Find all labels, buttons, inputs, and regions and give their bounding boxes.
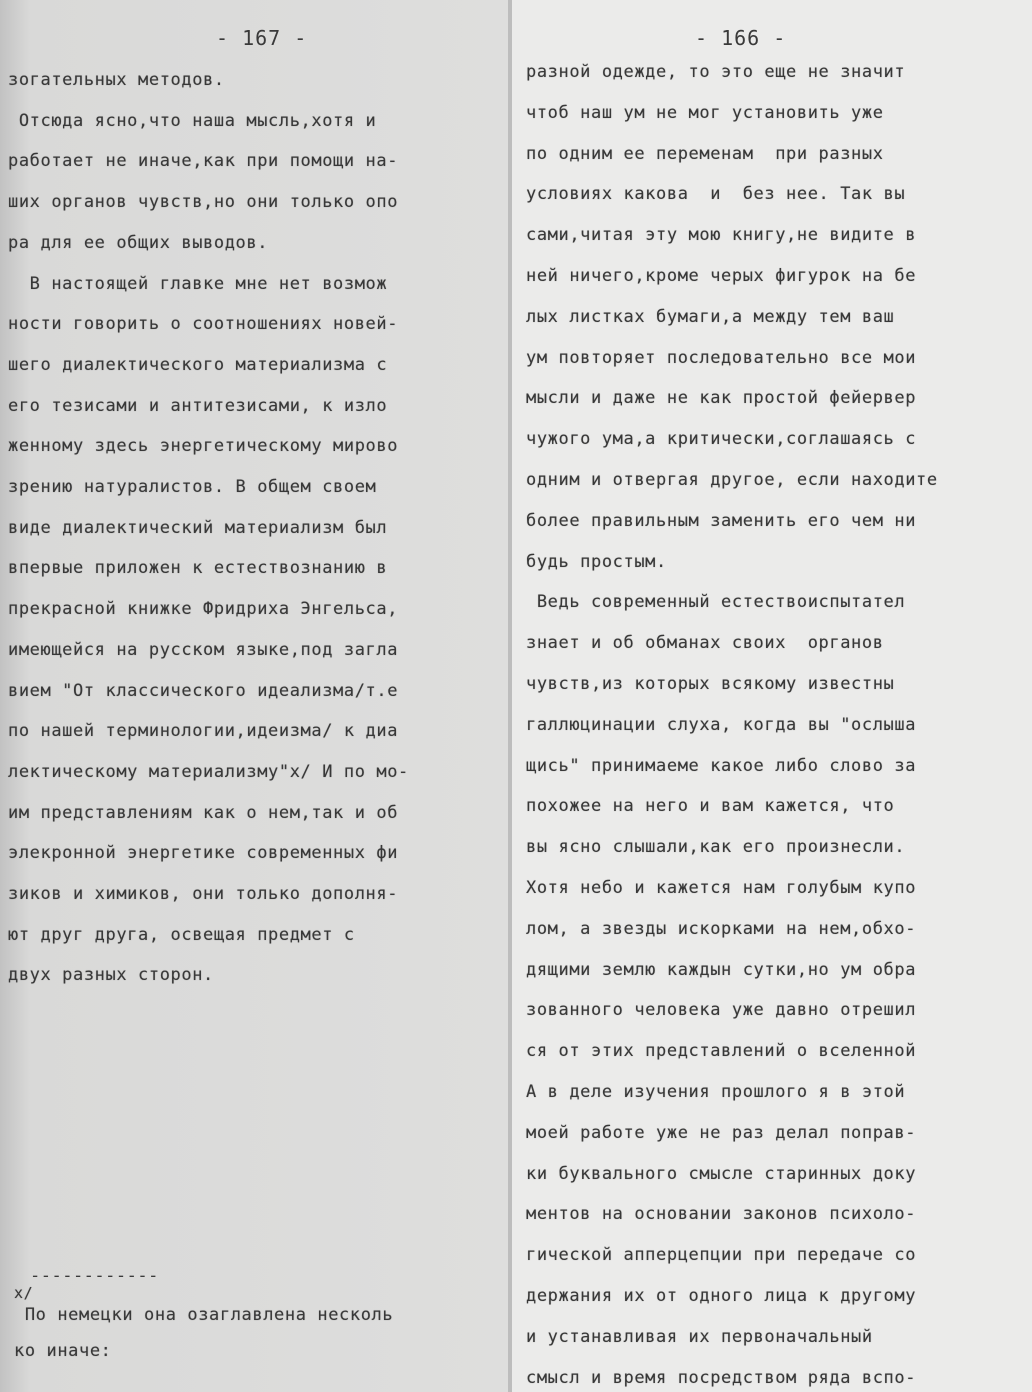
text-line: чужого ума,а критически,соглашаясь с <box>526 429 917 450</box>
text-line: работает не иначе,как при помощи на- <box>8 151 399 172</box>
text-line: по одним ее переменам при разных <box>526 143 884 164</box>
text-line: элекронной энергетике современных фи <box>8 843 399 864</box>
text-line: знает и об обманах своих органов <box>526 633 884 654</box>
text-line: одним и отвергая другое, если находите <box>526 470 938 490</box>
text-line: виде диалектический материализм был <box>8 517 388 538</box>
text-line: щись" принимаеме какое либо слово за <box>526 755 917 776</box>
text-line: лых листках бумаги,а между тем ваш <box>526 306 895 327</box>
text-line: моей работе уже не раз делал поправ- <box>526 1122 917 1143</box>
text-line: вы ясно слышали,как его произнесли. <box>526 837 906 858</box>
text-line: зиков и химиков, они только дополня- <box>8 884 399 904</box>
text-line: чтоб наш ум не мог установить уже <box>526 102 884 123</box>
text-line: его тезисами и антитезисами, к изло <box>8 395 388 416</box>
text-line: шего диалектического материализма с <box>8 354 388 375</box>
page-number-right: - 166 - <box>695 26 787 50</box>
text-line: им представлениям как о нем,так и об <box>8 802 399 823</box>
text-line: зованного человека уже давно отрешил <box>526 1000 917 1021</box>
text-line: лом, а звезды искорками на нем,обхо- <box>526 918 917 939</box>
text-line: впервые приложен к естествознанию в <box>8 558 388 579</box>
text-line: имеющейся на русском языке,под загла <box>8 639 399 660</box>
text-line: женному здесь энергетическому мирово <box>8 436 399 457</box>
text-line: ней ничего,кроме черых фигурок на бе <box>526 266 917 286</box>
text-line: ших органов чувств,но они только опо <box>8 192 399 213</box>
text-line: держания их от одного лица к другому <box>526 1286 917 1306</box>
page-number-left: - 167 - <box>216 26 308 50</box>
text-line: гической апперцепции при передаче со <box>526 1245 917 1266</box>
text-line: ют друг друга, освещая предмет с <box>8 924 355 945</box>
text-line: дящими землю каждын сутки,но ум обра <box>526 959 917 980</box>
text-line: лектическому материализму"x/ И по мо- <box>8 761 409 782</box>
text-line: зогательных методов. <box>8 70 225 90</box>
text-line: более правильным заменить его чем ни <box>526 510 917 531</box>
text-line: разной одежде, то это еще не значит <box>526 62 906 82</box>
footnote-marker: x/ <box>14 1284 34 1302</box>
footnote-line: ко иначе: <box>14 1341 112 1361</box>
footnote-line: По немецки она озаглавлена несколь <box>14 1305 394 1325</box>
footnote-rule: ------------ <box>30 1266 159 1286</box>
text-line: условиях какова и без нее. Так вы <box>526 184 906 205</box>
text-line: смысл и время посредством ряда вспо- <box>526 1367 917 1388</box>
text-line: Хотя небо и кажется нам голубым купо <box>526 878 917 898</box>
text-line: по нашей терминологии,идеизма/ к диа <box>8 721 399 742</box>
text-line: ум повторяет последовательно все мои <box>526 347 917 368</box>
text-line: и устанавливая их первоначальный <box>526 1326 873 1347</box>
left-page <box>0 0 512 1392</box>
text-line: вием "От классического идеализма/т.е <box>8 680 399 701</box>
text-line: Ведь современный естествоиспытател <box>526 592 906 613</box>
text-line: будь простым. <box>526 551 667 572</box>
right-page <box>512 0 1032 1392</box>
text-line: зрению натуралистов. В общем своем <box>8 477 377 497</box>
text-line: В настоящей главке мне нет возмож <box>8 273 388 294</box>
text-line: галлюцинации слуха, когда вы "ослыша <box>526 714 917 735</box>
text-line: похожее на него и вам кажется, что <box>526 796 895 817</box>
text-line: А в деле изучения прошлого я в этой <box>526 1082 906 1102</box>
text-line: ся от этих представлений о вселенной <box>526 1041 917 1062</box>
text-line: ности говорить о соотношениях новей- <box>8 314 399 335</box>
text-line: чувств,из которых всякому известны <box>526 674 895 694</box>
text-line: сами,читая эту мою книгу,не видите в <box>526 225 917 246</box>
text-line: ра для ее общих выводов. <box>8 232 269 253</box>
text-line: ки буквального смысле старинных доку <box>526 1163 917 1184</box>
text-line: Отсюда ясно,что наша мысль,хотя и <box>8 110 377 131</box>
text-line: мысли и даже не как простой фейервер <box>526 388 917 409</box>
text-line: ментов на основании законов психоло- <box>526 1204 917 1225</box>
text-line: прекрасной книжке Фридриха Энгельса, <box>8 599 399 620</box>
text-line: двух разных сторон. <box>8 965 214 986</box>
